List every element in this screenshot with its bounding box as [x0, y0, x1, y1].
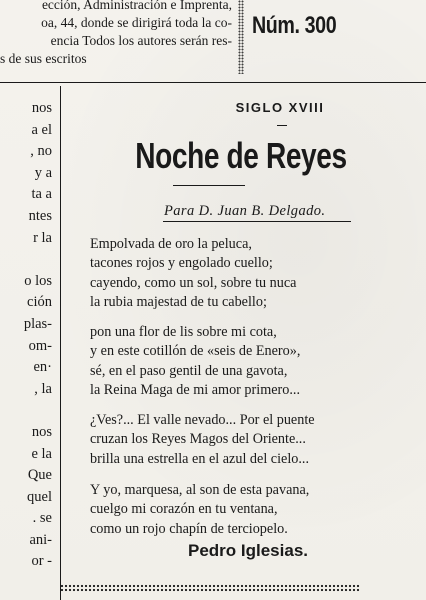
left-column-line [0, 400, 52, 422]
left-column-line: quel [27, 488, 52, 505]
stanza [90, 411, 412, 469]
verse: tacones rojos y engolado cuello; [90, 255, 273, 272]
left-column-line [0, 249, 52, 271]
verse: como un rojo chapín de terciopelo. [90, 520, 288, 537]
verse: Empolvada de oro la peluca, [90, 236, 252, 252]
left-column-line: a el [31, 121, 52, 138]
issue-number: Núm. 300 [252, 12, 337, 39]
vertical-dotted-separator [238, 0, 244, 74]
poem-author: Pedro Iglesias. [188, 541, 308, 560]
left-column-line: , no [30, 143, 52, 160]
verse: Y yo, marquesa, al son de esta pavana, [90, 482, 310, 498]
verse: pon una flor de lis sobre mi cota, [90, 324, 277, 340]
dedication-rule [163, 221, 351, 222]
left-column-line: or - [31, 553, 52, 570]
masthead-line: ección, Administración e Imprenta, [41, 0, 232, 12]
stanza [90, 323, 412, 401]
left-column-line: ción [27, 294, 52, 311]
poem-title: Noche de Reyes [135, 135, 347, 176]
masthead-rule [0, 82, 426, 83]
verse: cayendo, como un sol, sobre tu nuca [90, 274, 297, 291]
left-column-line: Que [27, 467, 52, 484]
stanza [90, 481, 412, 539]
column-rule [60, 86, 61, 600]
left-column-line: ani- [29, 531, 52, 548]
verse: la Reina Maga de mi amor primero... [90, 382, 300, 399]
left-column-line: ta a [31, 186, 52, 203]
verse: brilla una estrella en el azul del cielo... [90, 450, 310, 467]
left-column-line: . se [32, 510, 52, 527]
section-label: SIGLO XVIII [235, 100, 325, 115]
left-column-line: y a [34, 164, 52, 181]
left-column-line: nos [31, 423, 52, 440]
left-column-line: e la [31, 445, 52, 462]
masthead-line: oa, 44, donde se dirigirá toda la co- [41, 15, 232, 30]
verse: la rubia majestad de tu cabello; [90, 294, 267, 311]
left-column-line: , la [34, 380, 52, 397]
left-column-line: r la [33, 229, 52, 246]
verse: sé, en el paso gentil de una gavota, [90, 362, 288, 379]
bottom-dotted-separator [60, 584, 360, 592]
verse: y en este cotillón de «seis de Enero», [90, 343, 301, 360]
title-rule [173, 185, 245, 186]
stanza [90, 235, 412, 313]
left-column-line: o los [24, 272, 52, 289]
left-column-line: nos [31, 100, 52, 116]
poem-dedication: Para D. Juan B. Delgado. [164, 203, 326, 219]
left-column-line: ntes [28, 207, 52, 224]
left-article-column [0, 98, 52, 573]
verse: ¿Ves?... El valle nevado... Por el puente [90, 412, 315, 428]
masthead-notice [0, 0, 232, 68]
left-column-line: plas- [23, 315, 52, 332]
section-label-rule [277, 125, 287, 126]
verse: cruzan los Reyes Magos del Oriente... [90, 431, 306, 448]
masthead-line: encia Todos los autores serán res- [50, 33, 232, 48]
left-column-line: om- [28, 337, 52, 354]
verse: cuelgo mi corazón en tu ventana, [90, 501, 278, 518]
masthead-line: s de sus escritos [0, 51, 87, 66]
left-column-line: en· [33, 359, 52, 376]
